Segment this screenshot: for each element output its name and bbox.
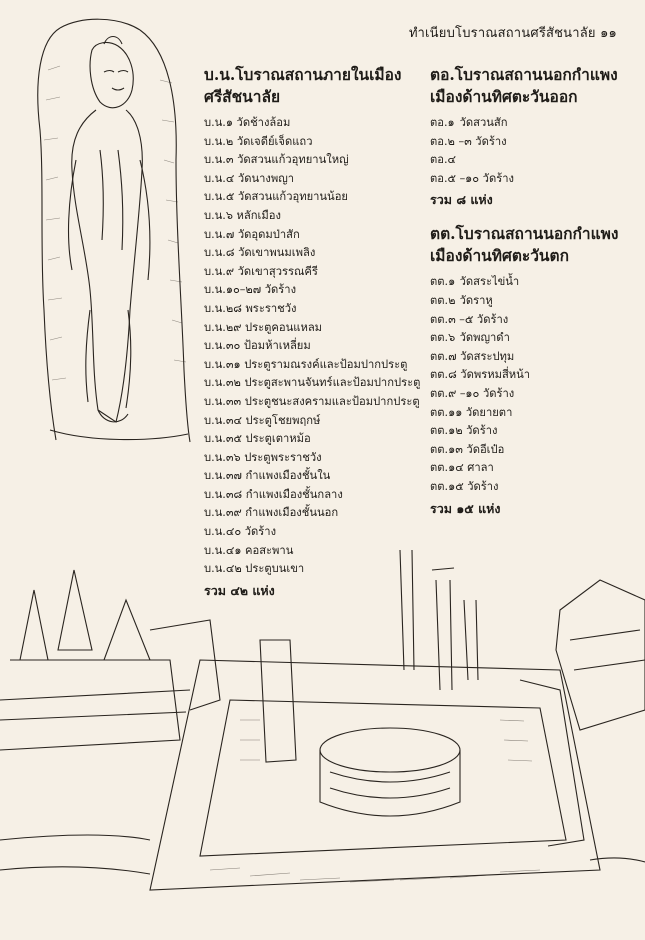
site-code: ตต.๑๓ [430, 442, 463, 456]
site-name: ประตูสะพานจันทร์และป้อมปากประตู [244, 376, 421, 390]
site-name: วัดสวนแก้วอุทยานใหญ่ [237, 153, 349, 167]
inner-city-section [204, 64, 420, 600]
site-list-item [430, 133, 640, 152]
site-name: วัดพรหมสี่หน้า [460, 368, 531, 382]
west-heading: ตต.โบราณสถานนอกกำแพงเมืองด้านทิศตะวันตก [430, 224, 619, 266]
site-name: ศาลา [467, 461, 494, 475]
site-name: วัดร้าง [475, 134, 507, 148]
site-name: วัดเขาพนมเพลิง [238, 246, 316, 260]
site-list-item [204, 374, 420, 393]
site-list-item [204, 542, 420, 561]
site-code: บ.น.๓๗ [204, 469, 242, 483]
site-name: พระราชวัง [245, 301, 297, 315]
site-name: กำแพงเมืองชั้นใน [245, 469, 331, 483]
site-code: บ.น.๓๓ [204, 394, 242, 408]
west-list [430, 273, 640, 496]
site-code: บ.น.๗ [204, 227, 235, 241]
site-name: ประตูบนเขา [245, 562, 305, 576]
site-list-item [430, 422, 640, 441]
site-name: กำแพงเมืองชั้นนอก [245, 506, 339, 520]
east-list [430, 114, 640, 188]
east-heading: ตอ.โบราณสถานนอกกำแพงเมืองด้านทิศตะวันออก [430, 65, 618, 106]
site-code: บ.น.๓๖ [204, 450, 241, 464]
site-name: คอสะพาน [245, 543, 294, 557]
site-code: บ.น.๓๙ [204, 506, 242, 520]
site-code: ตต.๘ [430, 368, 457, 382]
site-name: วัดพญาดำ [459, 331, 510, 345]
site-code: ตอ.๑ [430, 116, 455, 129]
site-code: บ.น.๔๑ [204, 543, 242, 557]
site-list-item [204, 356, 420, 375]
site-name: วัดเจดีย์เจ็ดแถว [236, 134, 313, 148]
site-code: บ.น.๔๒ [204, 562, 242, 576]
site-name: ป้อมห้าเหลี่ยม [243, 339, 311, 353]
site-code: บ.น.๙ [204, 264, 235, 278]
site-code: บ.น.๘ [204, 246, 235, 260]
site-code: ตต.๑ [430, 275, 456, 289]
site-name: ประตูชนะสงครามและป้อมปากประตู [244, 394, 420, 408]
site-list-item [204, 486, 420, 505]
site-code: บ.น.๓ [204, 153, 234, 167]
site-name: หลักเมือง [236, 208, 281, 222]
outer-sites-section [430, 64, 640, 518]
site-list-item [204, 133, 420, 152]
ruins-illustration [0, 540, 645, 940]
site-list-item [204, 467, 420, 486]
site-code: บ.น.๖ [204, 208, 233, 222]
site-name: วัดอีเป๋อ [466, 442, 505, 456]
site-name: วัดร้าง [476, 312, 509, 326]
site-code: บ.น.๒๙ [204, 320, 242, 334]
site-list-item [204, 300, 420, 319]
site-name: วัดช้างล้อม [236, 116, 291, 129]
site-name: วัดนางพญา [237, 171, 295, 185]
site-list-item [430, 292, 640, 311]
site-code: บ.น.๓๒ [204, 376, 241, 390]
site-code: ตต.๑๒ [430, 424, 463, 438]
site-code: บ.น.๓๔ [204, 413, 242, 427]
inner-city-heading: บ.น.โบราณสถานภายในเมืองศรีสัชนาลัย [204, 65, 402, 106]
site-list-item [430, 311, 640, 330]
running-header: ทำเนียบโบราณสถานศรีสัชนาลัย ๑๑ [408, 26, 617, 41]
site-list-item [204, 412, 420, 431]
site-name: วัดร้าง [482, 386, 515, 400]
site-name: ประตูรามณรงค์และป้อมปากประตู [244, 357, 408, 371]
site-name: วัดร้าง [466, 424, 498, 438]
site-code: ตอ.๔ [430, 153, 457, 167]
site-list-item [430, 441, 640, 460]
site-list-item [204, 226, 420, 245]
site-code: บ.น.๔๐ [204, 525, 242, 539]
site-list-item [204, 114, 420, 133]
site-code: ตต.๑๕ [430, 479, 464, 493]
site-list-item [204, 244, 420, 263]
site-code: ตต.๙ –๑๐ [430, 386, 480, 400]
site-list-item [204, 560, 420, 579]
site-name: วัดร้าง [467, 479, 499, 493]
site-name: วัดยายตา [465, 405, 513, 419]
site-list-item [204, 319, 420, 338]
site-name: วัดสระปทุม [460, 349, 515, 363]
site-code: ตอ.๕ –๑๐ [430, 171, 480, 185]
site-name: ประตูเตาหม้อ [245, 432, 311, 446]
site-name: ประตูโชยพฤกษ์ [245, 413, 321, 427]
buddha-statue-illustration [0, 10, 200, 450]
site-list-item [204, 504, 420, 523]
site-name: วัดสวนสัก [459, 116, 508, 129]
site-code: บ.น.๔ [204, 171, 235, 185]
site-name: ประตูพระราชวัง [244, 450, 322, 464]
site-list-item [430, 273, 640, 292]
inner-city-list [204, 114, 420, 579]
site-code: ตต.๗ [430, 349, 457, 363]
site-list-item [204, 523, 420, 542]
site-name: วัดอุดมป่าสัก [237, 227, 300, 241]
site-code: ตต.๓ –๕ [430, 312, 474, 326]
site-list-item [204, 430, 420, 449]
site-list-item [204, 449, 420, 468]
site-list-item [204, 393, 420, 412]
site-name: วัดร้าง [482, 171, 514, 185]
site-name: วัดเขาสุวรรณคีรี [237, 264, 318, 278]
site-code: ตต.๖ [430, 331, 456, 345]
site-name: วัดสวนแก้วอุทยานน้อย [237, 190, 348, 204]
site-code: บ.น.๓๘ [204, 487, 243, 501]
site-code: ตอ.๒ –๓ [430, 134, 472, 148]
site-list-item [204, 263, 420, 282]
site-list-item [430, 478, 640, 497]
site-name: วัดราหู [459, 293, 493, 307]
site-name: วัดร้าง [264, 283, 297, 297]
site-list-item [204, 281, 420, 300]
site-code: ตต.๑๑ [430, 405, 463, 419]
site-list-item [204, 207, 420, 226]
site-list-item [204, 188, 420, 207]
site-list-item [430, 114, 640, 133]
site-code: ตต.๑๔ [430, 461, 464, 475]
site-list-item [430, 404, 640, 423]
west-total: รวม ๑๕ แห่ง [430, 500, 501, 516]
site-code: บ.น.๑๐–๒๗ [204, 283, 262, 297]
site-name: ประตูคอนแหลม [245, 320, 323, 334]
site-code: บ.น.๒๘ [204, 301, 242, 315]
site-list-item [204, 337, 420, 356]
site-list-item [430, 151, 640, 170]
site-code: บ.น.๓๑ [204, 357, 241, 371]
site-list-item [430, 329, 640, 348]
east-total: รวม ๘ แห่ง [430, 192, 493, 208]
site-code: บ.น.๕ [204, 190, 235, 204]
site-list-item [430, 385, 640, 404]
site-list-item [430, 348, 640, 367]
site-name: กำแพงเมืองชั้นกลาง [245, 487, 343, 501]
site-code: บ.น.๒ [204, 134, 234, 148]
site-code: ตต.๒ [430, 293, 456, 307]
site-code: บ.น.๓๐ [204, 339, 241, 353]
site-list-item [430, 459, 640, 478]
site-list-item [204, 170, 420, 189]
site-name: วัดร้าง [244, 525, 277, 539]
site-list-item [430, 170, 640, 189]
site-code: บ.น.๓๕ [204, 432, 242, 446]
site-name: วัดสระไข่น้ำ [459, 275, 520, 289]
site-list-item [204, 151, 420, 170]
site-list-item [430, 366, 640, 385]
inner-city-total: รวม ๔๒ แห่ง [204, 582, 275, 598]
site-code: บ.น.๑ [204, 116, 233, 129]
